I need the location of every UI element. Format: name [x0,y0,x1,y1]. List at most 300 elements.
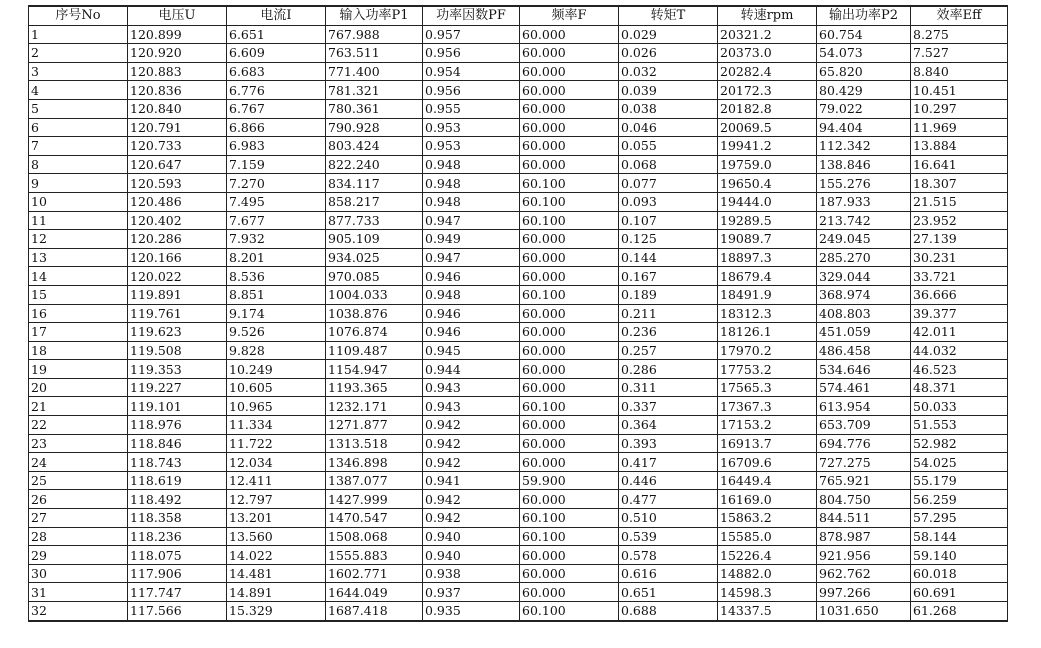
table-cell-col-no: 15 [29,285,128,304]
table-row [29,509,1008,528]
table-cell-col-no: 27 [29,509,128,528]
table-cell-col-efficiency: 18.307 [911,174,1008,193]
table-cell-col-no: 6 [29,118,128,137]
table-cell-col-frequency: 60.000 [520,137,619,156]
table-cell-col-voltage: 120.883 [128,62,227,81]
table-cell-col-torque: 0.311 [619,378,718,397]
table-cell-col-current: 8.201 [227,248,326,267]
table-cell-col-voltage: 117.906 [128,564,227,583]
table-cell-col-input-power: 970.085 [326,267,423,286]
table-cell-col-input-power: 1346.898 [326,453,423,472]
table-cell-col-current: 14.891 [227,583,326,602]
table-cell-col-input-power: 803.424 [326,137,423,156]
table-cell-col-speed: 15863.2 [718,509,817,528]
table-cell-col-input-power: 767.988 [326,25,423,44]
table-cell-col-frequency: 60.000 [520,416,619,435]
table-cell-col-input-power: 1644.049 [326,583,423,602]
table-cell-col-input-power: 1076.874 [326,323,423,342]
table-cell-col-voltage: 118.236 [128,527,227,546]
table-cell-col-speed: 16449.4 [718,471,817,490]
table-cell-col-frequency: 59.900 [520,471,619,490]
table-cell-col-efficiency: 58.144 [911,527,1008,546]
table-cell-col-power-factor: 0.956 [423,81,520,100]
table-cell-col-voltage: 119.623 [128,323,227,342]
table-cell-col-input-power: 1313.518 [326,434,423,453]
table-row [29,155,1008,174]
table-cell-col-output-power: 653.709 [817,416,911,435]
table-cell-col-input-power: 1508.068 [326,527,423,546]
table-row [29,490,1008,509]
table-row [29,583,1008,602]
table-cell-col-current: 14.022 [227,546,326,565]
table-cell-col-current: 7.159 [227,155,326,174]
col-input-power-header: 输入功率P1 [326,6,423,25]
table-cell-col-power-factor: 0.956 [423,44,520,63]
table-cell-col-no: 17 [29,323,128,342]
table-cell-col-power-factor: 0.940 [423,527,520,546]
table-cell-col-frequency: 60.000 [520,323,619,342]
table-cell-col-speed: 15226.4 [718,546,817,565]
table-cell-col-power-factor: 0.942 [423,453,520,472]
table-cell-col-torque: 0.125 [619,230,718,249]
table-row [29,211,1008,230]
table-cell-col-current: 7.270 [227,174,326,193]
table-cell-col-efficiency: 8.275 [911,25,1008,44]
table-cell-col-frequency: 60.000 [520,81,619,100]
table-cell-col-no: 30 [29,564,128,583]
table-cell-col-torque: 0.046 [619,118,718,137]
table-cell-col-voltage: 118.075 [128,546,227,565]
table-cell-col-torque: 0.393 [619,434,718,453]
table-cell-col-current: 9.174 [227,304,326,323]
table-cell-col-input-power: 781.321 [326,81,423,100]
table-cell-col-current: 12.411 [227,471,326,490]
table-cell-col-voltage: 118.846 [128,434,227,453]
table-cell-col-current: 7.932 [227,230,326,249]
table-cell-col-voltage: 120.286 [128,230,227,249]
table-cell-col-voltage: 120.899 [128,25,227,44]
table-cell-col-voltage: 120.836 [128,81,227,100]
table-row [29,416,1008,435]
table-cell-col-speed: 18126.1 [718,323,817,342]
table-cell-col-output-power: 694.776 [817,434,911,453]
table-cell-col-torque: 0.286 [619,360,718,379]
table-cell-col-power-factor: 0.941 [423,471,520,490]
table-cell-col-no: 28 [29,527,128,546]
table-cell-col-power-factor: 0.954 [423,62,520,81]
table-cell-col-torque: 0.038 [619,99,718,118]
table-cell-col-voltage: 118.743 [128,453,227,472]
table-cell-col-frequency: 60.000 [520,248,619,267]
table-cell-col-torque: 0.364 [619,416,718,435]
table-row [29,230,1008,249]
table-cell-col-output-power: 921.956 [817,546,911,565]
table-cell-col-torque: 0.257 [619,341,718,360]
table-cell-col-efficiency: 39.377 [911,304,1008,323]
table-cell-col-output-power: 60.754 [817,25,911,44]
table-cell-col-speed: 17970.2 [718,341,817,360]
table-cell-col-frequency: 60.000 [520,230,619,249]
table-cell-col-no: 18 [29,341,128,360]
col-no-header: 序号No [29,6,128,25]
table-cell-col-speed: 20373.0 [718,44,817,63]
table-cell-col-current: 10.965 [227,397,326,416]
table-cell-col-current: 8.851 [227,285,326,304]
table-cell-col-power-factor: 0.949 [423,230,520,249]
table-cell-col-input-power: 1687.418 [326,602,423,621]
table-cell-col-input-power: 780.361 [326,99,423,118]
table-cell-col-torque: 0.616 [619,564,718,583]
table-cell-col-output-power: 878.987 [817,527,911,546]
table-cell-col-efficiency: 57.295 [911,509,1008,528]
table-cell-col-power-factor: 0.935 [423,602,520,621]
table-row [29,62,1008,81]
table-cell-col-power-factor: 0.940 [423,546,520,565]
table-cell-col-power-factor: 0.942 [423,490,520,509]
table-cell-col-output-power: 997.266 [817,583,911,602]
table-cell-col-voltage: 119.761 [128,304,227,323]
table-cell-col-no: 20 [29,378,128,397]
table-cell-col-speed: 19289.5 [718,211,817,230]
table-cell-col-current: 6.767 [227,99,326,118]
table-cell-col-torque: 0.578 [619,546,718,565]
table-cell-col-input-power: 771.400 [326,62,423,81]
table-cell-col-frequency: 60.000 [520,434,619,453]
table-cell-col-no: 1 [29,25,128,44]
table-cell-col-voltage: 120.733 [128,137,227,156]
table-cell-col-speed: 18679.4 [718,267,817,286]
table-row [29,397,1008,416]
table-cell-col-current: 9.828 [227,341,326,360]
table-cell-col-power-factor: 0.943 [423,378,520,397]
table-cell-col-power-factor: 0.947 [423,248,520,267]
table-row [29,248,1008,267]
table-cell-col-power-factor: 0.938 [423,564,520,583]
table-cell-col-power-factor: 0.946 [423,304,520,323]
table-cell-col-power-factor: 0.946 [423,267,520,286]
table-cell-col-efficiency: 8.840 [911,62,1008,81]
table-cell-col-current: 13.560 [227,527,326,546]
table-cell-col-output-power: 80.429 [817,81,911,100]
table-cell-col-speed: 16169.0 [718,490,817,509]
table-cell-col-torque: 0.651 [619,583,718,602]
table-cell-col-no: 24 [29,453,128,472]
table-cell-col-no: 16 [29,304,128,323]
table-cell-col-efficiency: 21.515 [911,192,1008,211]
table-cell-col-torque: 0.539 [619,527,718,546]
table-cell-col-frequency: 60.000 [520,44,619,63]
table-cell-col-efficiency: 33.721 [911,267,1008,286]
table-cell-col-input-power: 934.025 [326,248,423,267]
table-cell-col-efficiency: 48.371 [911,378,1008,397]
table-cell-col-efficiency: 10.451 [911,81,1008,100]
table-cell-col-current: 6.609 [227,44,326,63]
table-cell-col-speed: 18491.9 [718,285,817,304]
table-cell-col-voltage: 119.508 [128,341,227,360]
table-cell-col-efficiency: 54.025 [911,453,1008,472]
table-cell-col-frequency: 60.000 [520,99,619,118]
table-cell-col-no: 8 [29,155,128,174]
table-cell-col-output-power: 574.461 [817,378,911,397]
table-cell-col-voltage: 120.486 [128,192,227,211]
table-cell-col-speed: 14882.0 [718,564,817,583]
table-cell-col-current: 15.329 [227,602,326,621]
table-cell-col-voltage: 119.227 [128,378,227,397]
table-cell-col-speed: 20069.5 [718,118,817,137]
table-cell-col-power-factor: 0.942 [423,416,520,435]
table-cell-col-voltage: 118.619 [128,471,227,490]
table-cell-col-efficiency: 50.033 [911,397,1008,416]
table-cell-col-current: 6.776 [227,81,326,100]
table-cell-col-output-power: 804.750 [817,490,911,509]
table-cell-col-torque: 0.236 [619,323,718,342]
table-cell-col-frequency: 60.000 [520,564,619,583]
table-cell-col-output-power: 155.276 [817,174,911,193]
table-cell-col-no: 25 [29,471,128,490]
table-cell-col-torque: 0.189 [619,285,718,304]
table-row [29,360,1008,379]
table-cell-col-output-power: 534.646 [817,360,911,379]
table-cell-col-input-power: 1004.033 [326,285,423,304]
table-cell-col-power-factor: 0.948 [423,174,520,193]
table-cell-col-output-power: 187.933 [817,192,911,211]
col-torque-header: 转矩T [619,6,718,25]
table-cell-col-speed: 19650.4 [718,174,817,193]
table-row [29,137,1008,156]
table-cell-col-frequency: 60.000 [520,155,619,174]
table-cell-col-power-factor: 0.937 [423,583,520,602]
table-cell-col-output-power: 112.342 [817,137,911,156]
table-cell-col-torque: 0.211 [619,304,718,323]
table-cell-col-no: 3 [29,62,128,81]
table-row [29,471,1008,490]
table-cell-col-no: 12 [29,230,128,249]
table-row [29,174,1008,193]
table-cell-col-speed: 20282.4 [718,62,817,81]
table-cell-col-efficiency: 61.268 [911,602,1008,621]
table-cell-col-output-power: 285.270 [817,248,911,267]
table-cell-col-power-factor: 0.947 [423,211,520,230]
table-cell-col-voltage: 120.840 [128,99,227,118]
table-cell-col-frequency: 60.000 [520,453,619,472]
table-cell-col-power-factor: 0.955 [423,99,520,118]
table-cell-col-voltage: 119.891 [128,285,227,304]
table-cell-col-frequency: 60.000 [520,341,619,360]
table-cell-col-frequency: 60.000 [520,62,619,81]
table-cell-col-speed: 16913.7 [718,434,817,453]
table-cell-col-input-power: 1193.365 [326,378,423,397]
table-cell-col-no: 9 [29,174,128,193]
table-cell-col-voltage: 117.747 [128,583,227,602]
table-row [29,564,1008,583]
table-cell-col-input-power: 1387.077 [326,471,423,490]
table-cell-col-output-power: 249.045 [817,230,911,249]
table-cell-col-efficiency: 46.523 [911,360,1008,379]
table-cell-col-torque: 0.417 [619,453,718,472]
table-cell-col-torque: 0.337 [619,397,718,416]
table-cell-col-frequency: 60.000 [520,25,619,44]
table-cell-col-efficiency: 44.032 [911,341,1008,360]
table-row [29,267,1008,286]
table-cell-col-no: 14 [29,267,128,286]
table-cell-col-speed: 14337.5 [718,602,817,621]
table-cell-col-torque: 0.055 [619,137,718,156]
col-power-factor-header: 功率因数PF [423,6,520,25]
table-cell-col-frequency: 60.100 [520,397,619,416]
table-cell-col-no: 5 [29,99,128,118]
table-cell-col-current: 7.495 [227,192,326,211]
table-cell-col-input-power: 1038.876 [326,304,423,323]
table-cell-col-output-power: 1031.650 [817,602,911,621]
table-row [29,44,1008,63]
table-row [29,323,1008,342]
table-row [29,118,1008,137]
table-body [29,25,1008,621]
table-cell-col-efficiency: 13.884 [911,137,1008,156]
col-output-power-header: 输出功率P2 [817,6,911,25]
header-row [29,6,1008,25]
table-cell-col-input-power: 877.733 [326,211,423,230]
table-row [29,378,1008,397]
table-cell-col-output-power: 138.846 [817,155,911,174]
table-cell-col-frequency: 60.100 [520,174,619,193]
table-row [29,341,1008,360]
table-cell-col-output-power: 94.404 [817,118,911,137]
table-cell-col-frequency: 60.100 [520,285,619,304]
table-row [29,99,1008,118]
table-cell-col-voltage: 118.358 [128,509,227,528]
table-row [29,434,1008,453]
table-cell-col-power-factor: 0.942 [423,434,520,453]
table-cell-col-frequency: 60.000 [520,267,619,286]
table-cell-col-efficiency: 51.553 [911,416,1008,435]
table-cell-col-power-factor: 0.945 [423,341,520,360]
table-cell-col-input-power: 1555.883 [326,546,423,565]
table-cell-col-input-power: 790.928 [326,118,423,137]
table-cell-col-input-power: 1154.947 [326,360,423,379]
table-cell-col-frequency: 60.100 [520,211,619,230]
table-cell-col-output-power: 613.954 [817,397,911,416]
table-cell-col-no: 11 [29,211,128,230]
table-cell-col-no: 32 [29,602,128,621]
col-voltage-header: 电压U [128,6,227,25]
table-cell-col-frequency: 60.000 [520,583,619,602]
table-cell-col-no: 21 [29,397,128,416]
table-cell-col-torque: 0.077 [619,174,718,193]
table-cell-col-power-factor: 0.943 [423,397,520,416]
col-frequency-header: 频率F [520,6,619,25]
table-cell-col-efficiency: 55.179 [911,471,1008,490]
table-cell-col-voltage: 117.566 [128,602,227,621]
table-cell-col-torque: 0.107 [619,211,718,230]
table-cell-col-output-power: 962.762 [817,564,911,583]
table-cell-col-no: 7 [29,137,128,156]
table-cell-col-frequency: 60.000 [520,490,619,509]
table-cell-col-output-power: 486.458 [817,341,911,360]
table-cell-col-input-power: 905.109 [326,230,423,249]
col-current-header: 电流I [227,6,326,25]
table-cell-col-efficiency: 42.011 [911,323,1008,342]
table-cell-col-current: 11.334 [227,416,326,435]
table-cell-col-speed: 17367.3 [718,397,817,416]
table-cell-col-output-power: 844.511 [817,509,911,528]
table-row [29,25,1008,44]
table-cell-col-torque: 0.477 [619,490,718,509]
table-cell-col-power-factor: 0.953 [423,137,520,156]
table-cell-col-speed: 17753.2 [718,360,817,379]
table-cell-col-output-power: 368.974 [817,285,911,304]
table-cell-col-no: 23 [29,434,128,453]
table-cell-col-torque: 0.039 [619,81,718,100]
table-cell-col-voltage: 119.353 [128,360,227,379]
table-cell-col-speed: 17565.3 [718,378,817,397]
table-cell-col-speed: 20321.2 [718,25,817,44]
table-cell-col-speed: 17153.2 [718,416,817,435]
table-cell-col-efficiency: 59.140 [911,546,1008,565]
table-cell-col-output-power: 79.022 [817,99,911,118]
table-cell-col-efficiency: 7.527 [911,44,1008,63]
table-cell-col-voltage: 119.101 [128,397,227,416]
table-cell-col-input-power: 858.217 [326,192,423,211]
table-cell-col-no: 22 [29,416,128,435]
table-cell-col-no: 4 [29,81,128,100]
table-cell-col-input-power: 834.117 [326,174,423,193]
table-cell-col-no: 19 [29,360,128,379]
table-cell-col-torque: 0.026 [619,44,718,63]
table-cell-col-current: 6.683 [227,62,326,81]
table-cell-col-current: 10.249 [227,360,326,379]
table-cell-col-frequency: 60.000 [520,546,619,565]
table-cell-col-speed: 18897.3 [718,248,817,267]
table-cell-col-voltage: 120.593 [128,174,227,193]
table-cell-col-efficiency: 11.969 [911,118,1008,137]
table-cell-col-current: 6.983 [227,137,326,156]
table-cell-col-efficiency: 10.297 [911,99,1008,118]
table-cell-col-efficiency: 27.139 [911,230,1008,249]
table-cell-col-current: 12.034 [227,453,326,472]
table-cell-col-frequency: 60.100 [520,527,619,546]
table-cell-col-frequency: 60.100 [520,602,619,621]
table-cell-col-speed: 14598.3 [718,583,817,602]
table-row [29,192,1008,211]
table-cell-col-no: 13 [29,248,128,267]
table-cell-col-torque: 0.144 [619,248,718,267]
table-cell-col-power-factor: 0.957 [423,25,520,44]
table-cell-col-speed: 20182.8 [718,99,817,118]
table-cell-col-frequency: 60.100 [520,192,619,211]
table-cell-col-efficiency: 36.666 [911,285,1008,304]
table-cell-col-efficiency: 30.231 [911,248,1008,267]
table-row [29,546,1008,565]
table-cell-col-no: 10 [29,192,128,211]
table-cell-col-power-factor: 0.953 [423,118,520,137]
table-cell-col-output-power: 65.820 [817,62,911,81]
table-row [29,453,1008,472]
table-row [29,304,1008,323]
table-cell-col-frequency: 60.000 [520,304,619,323]
table-cell-col-torque: 0.093 [619,192,718,211]
table-cell-col-speed: 16709.6 [718,453,817,472]
table-cell-col-frequency: 60.000 [520,378,619,397]
table-cell-col-speed: 18312.3 [718,304,817,323]
table-cell-col-voltage: 120.647 [128,155,227,174]
table-cell-col-output-power: 765.921 [817,471,911,490]
table-cell-col-voltage: 120.022 [128,267,227,286]
table-row [29,81,1008,100]
table-cell-col-torque: 0.510 [619,509,718,528]
table-cell-col-current: 6.651 [227,25,326,44]
table-cell-col-efficiency: 60.018 [911,564,1008,583]
